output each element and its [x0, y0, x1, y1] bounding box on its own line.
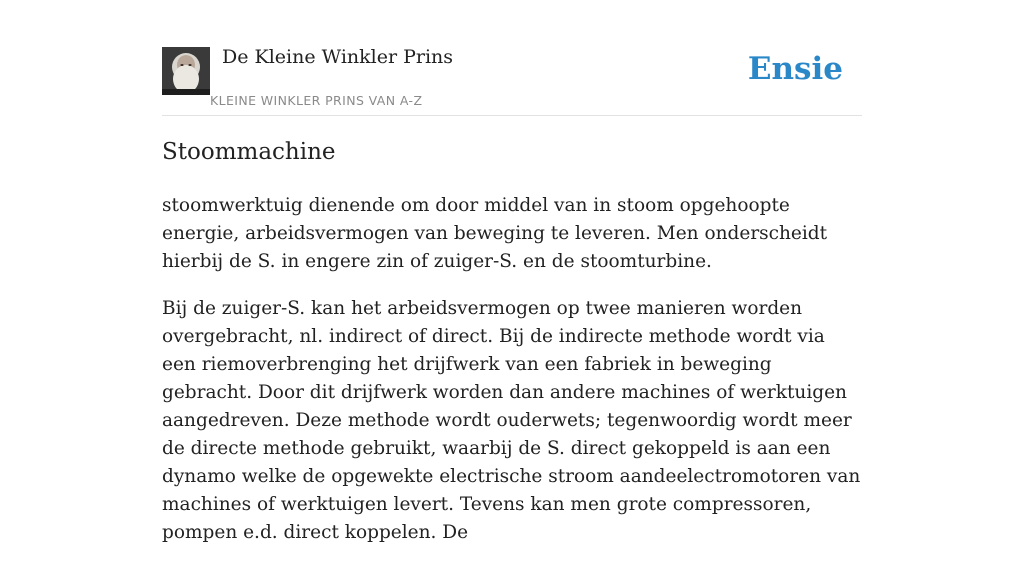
brand-logo[interactable]: Ensie [747, 51, 843, 87]
portrait-image [162, 47, 210, 95]
article-title: Stoommachine [162, 139, 336, 165]
site-title[interactable]: De Kleine Winkler Prins [222, 46, 454, 68]
page [162, 0, 862, 543]
article-paragraph: stoomwerktuig dienende om door middel van in stoom opgehoopte energie, arbeidsvermogen van beweging te leveren. Men onderscheidt hierbij de S. in engere zin of zuiger-S. en de stoomturbine. [162, 195, 828, 272]
site-subtitle[interactable]: KLEINE WINKLER PRINS VAN A-Z [210, 93, 423, 108]
article-paragraph: Bij de zuiger-S. kan het arbeidsvermogen op twee manieren worden overgebracht, nl. indirect of direct. Bij de indirecte methode wordt via een riemoverbrenging het drijfwerk van een fabriek in beweging gebracht. Door dit drijfwerk worden dan andere machines of werktuigen aangedreven. Deze methode wordt ouderwets; tegenwoordig wordt meer de directe methode gebruikt, waarbij de S. direct gekoppeld is aan een dynamo welke de opgewekte electrische stroom aandeelectromotoren van machines of werktuigen levert. Tevens kan men grote compressoren, pompen e.d. direct koppelen. De [162, 298, 861, 543]
author-avatar[interactable] [162, 47, 210, 95]
header [162, 0, 862, 116]
article-body [162, 192, 862, 566]
